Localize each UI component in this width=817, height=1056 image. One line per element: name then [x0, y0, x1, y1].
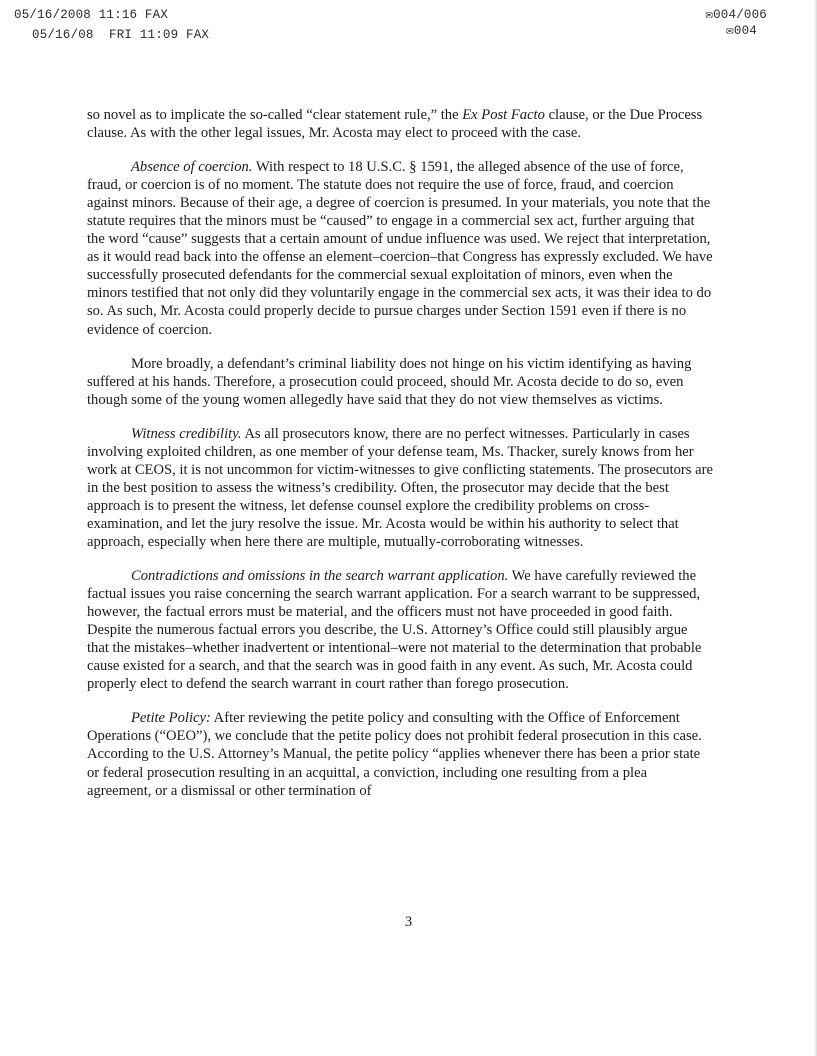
paragraph-criminal-liability	[87, 355, 713, 409]
paragraph-absence-of-coercion	[87, 158, 713, 338]
fax-header-page-count: ✉004/006	[705, 8, 767, 22]
paragraph-search-warrant	[87, 567, 713, 693]
paragraph-text: After reviewing the petite policy and consulting with the Office of Enforcement Operations (“OEO”), we conclude that the petite policy does not prohibit federal prosecution in this case. According to the U.S. Attorney’s Manual, the petite policy “applies whenever there has been a prior state or federal prosecution resulting in an acquittal, a conviction, including one resulting from a plea agreement, or a dismissal or other termination of	[87, 710, 702, 799]
section-heading: Contradictions and omissions in the search warrant application.	[131, 568, 509, 585]
paragraph-text: clause, or the Due Process clause. As with the other legal issues, Mr. Acosta may elect to proceed with the case.	[87, 107, 703, 142]
section-heading: Witness credibility.	[131, 425, 242, 442]
fax-header-timestamp: 05/16/2008 11:16 FAX	[14, 8, 169, 22]
paragraph-clear-statement	[87, 106, 713, 142]
page-number: 3	[404, 914, 413, 930]
paragraph-text: As all prosecutors know, there are no perfect witnesses. Particularly in cases involving exploited children, as one member of your defense team, Ms. Thacker, surely knows from her work at CEOS, it is not uncommon for victim-witnesses to give conflicting statements. The prosecutors are in the best position to assess the witness’s credibility. Often, the prosecutor may decide that the best approach is to present the witness, let defense counsel explore the credibility problems on cross-examination, and let the jury resolve the issue. Mr. Acosta would be within his authority to select that approach, especially when here there are multiple, mutually-corroborating witnesses.	[87, 425, 713, 550]
document-body	[87, 106, 713, 816]
paragraph-text: With respect to 18 U.S.C. § 1591, the alleged absence of the use of force, fraud, or coercion is of no moment. The statute does not require the use of force, fraud, and coercion against minors. Because of their age, a degree of coercion is presumed. In your materials, you note that the statute requires that the minors must be “caused” to engage in a commercial sex act, further arguing that the word “cause” suggests that a certain amount of undue influence was used. We reject that interpretation, as it would read back into the offense an element–coercion–that Congress has expressly excluded. We have successfully prosecuted defendants for the commercial sexual exploitation of minors, even when the minors testified that not only did they voluntarily engage in the commercial sex acts, it was their idea to do so. As such, Mr. Acosta could properly decide to pursue charges under Section 1591 even if there is no evidence of coercion.	[87, 159, 713, 338]
ex-post-facto-term: Ex Post Facto	[462, 107, 545, 123]
fax-header-page-marker: ✉004	[726, 24, 757, 38]
paragraph-text: so novel as to implicate the so-called “clear statement rule,” the	[87, 107, 463, 123]
paragraph-witness-credibility	[87, 425, 713, 551]
paragraph-text: More broadly, a defendant’s criminal liability does not hinge on his victim identifying as having suffered at his hands. Therefore, a prosecution could proceed, should Mr. Acosta decide to do so, even though some of the young women allegedly have said that they do not view themselves as victims.	[87, 355, 692, 408]
section-heading: Petite Policy:	[131, 710, 211, 727]
paragraph-text: We have carefully reviewed the factual issues you raise concerning the search warrant application. For a search warrant to be suppressed, however, the factual errors must be material, and the officers must not have proceeded in good faith. Despite the numerous factual errors you describe, the U.S. Attorney’s Office could still plausibly argue that the mistakes–whether inadvertent or intentional–were not material to the determination that probable cause existed for a search, and that the search was in good faith in any event. As such, Mr. Acosta could properly elect to defend the search warrant in court rather than forego prosecution.	[87, 568, 702, 693]
fax-header-sent-timestamp: 05/16/08 FRI 11:09 FAX	[32, 28, 210, 42]
section-heading: Absence of coercion.	[131, 159, 253, 176]
paragraph-petite-policy	[87, 709, 713, 799]
